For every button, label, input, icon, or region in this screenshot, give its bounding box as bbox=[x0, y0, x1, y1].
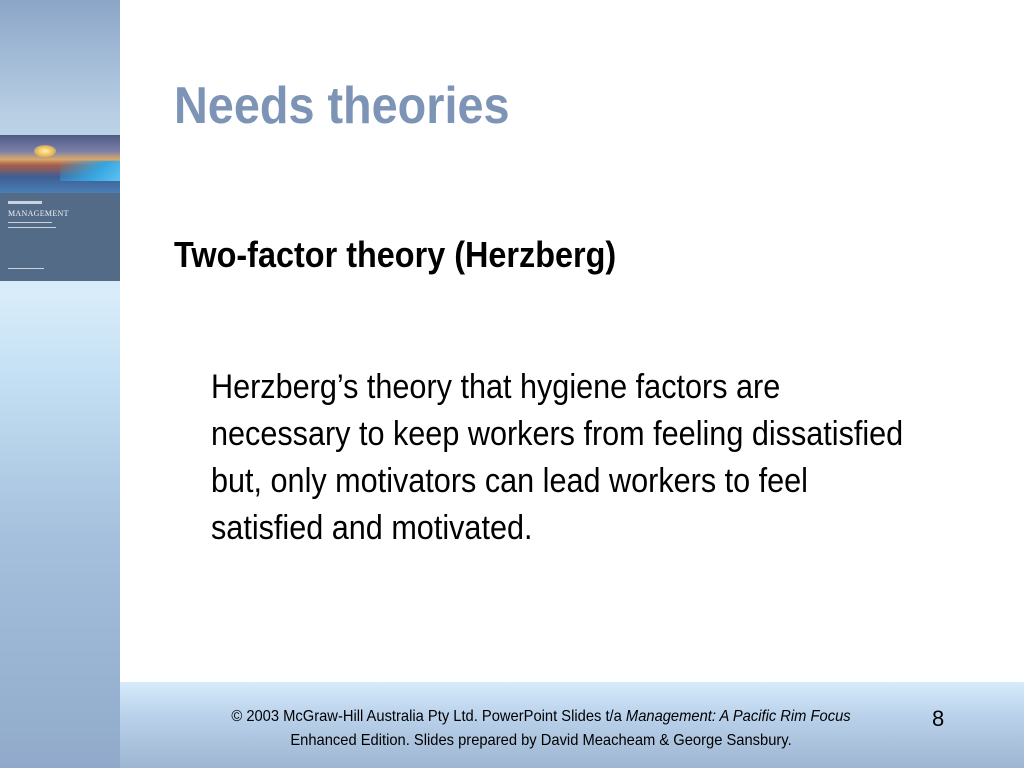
footer-copyright bbox=[196, 708, 886, 726]
cover-subtitle-line bbox=[8, 222, 52, 223]
footer-copyright-prefix: © 2003 McGraw-Hill Australia Pty Ltd. PowerPoint Slides t/a bbox=[231, 708, 626, 725]
cover-publisher-line bbox=[8, 268, 44, 269]
side-decoration-bar bbox=[0, 0, 120, 768]
cover-title: MANAGEMENT bbox=[8, 209, 69, 218]
slide-title: Needs theories bbox=[174, 77, 510, 135]
body-line: necessary to keep workers from feeling dissatisfied bbox=[211, 415, 904, 453]
footer-bar bbox=[120, 682, 1024, 768]
cover-authors-line bbox=[8, 227, 56, 228]
book-cover-image bbox=[0, 135, 120, 281]
page-number: 8 bbox=[932, 706, 945, 731]
cover-edition-bar bbox=[8, 201, 42, 204]
slide-subtitle: Two-factor theory (Herzberg) bbox=[174, 234, 617, 275]
footer-credits: Enhanced Edition. Slides prepared by David Meacheam & George Sansbury. bbox=[290, 732, 792, 749]
cover-sea bbox=[60, 161, 120, 181]
body-line: Herzberg’s theory that hygiene factors are bbox=[211, 368, 781, 406]
body-line: satisfied and motivated. bbox=[211, 509, 533, 547]
cover-sun bbox=[34, 145, 56, 157]
cover-sunset-photo bbox=[0, 135, 120, 193]
body-paragraph bbox=[211, 364, 949, 552]
body-line: but, only motivators can lead workers to feel bbox=[211, 462, 808, 500]
footer-book-title: Management: A Pacific Rim Focus bbox=[625, 708, 851, 725]
